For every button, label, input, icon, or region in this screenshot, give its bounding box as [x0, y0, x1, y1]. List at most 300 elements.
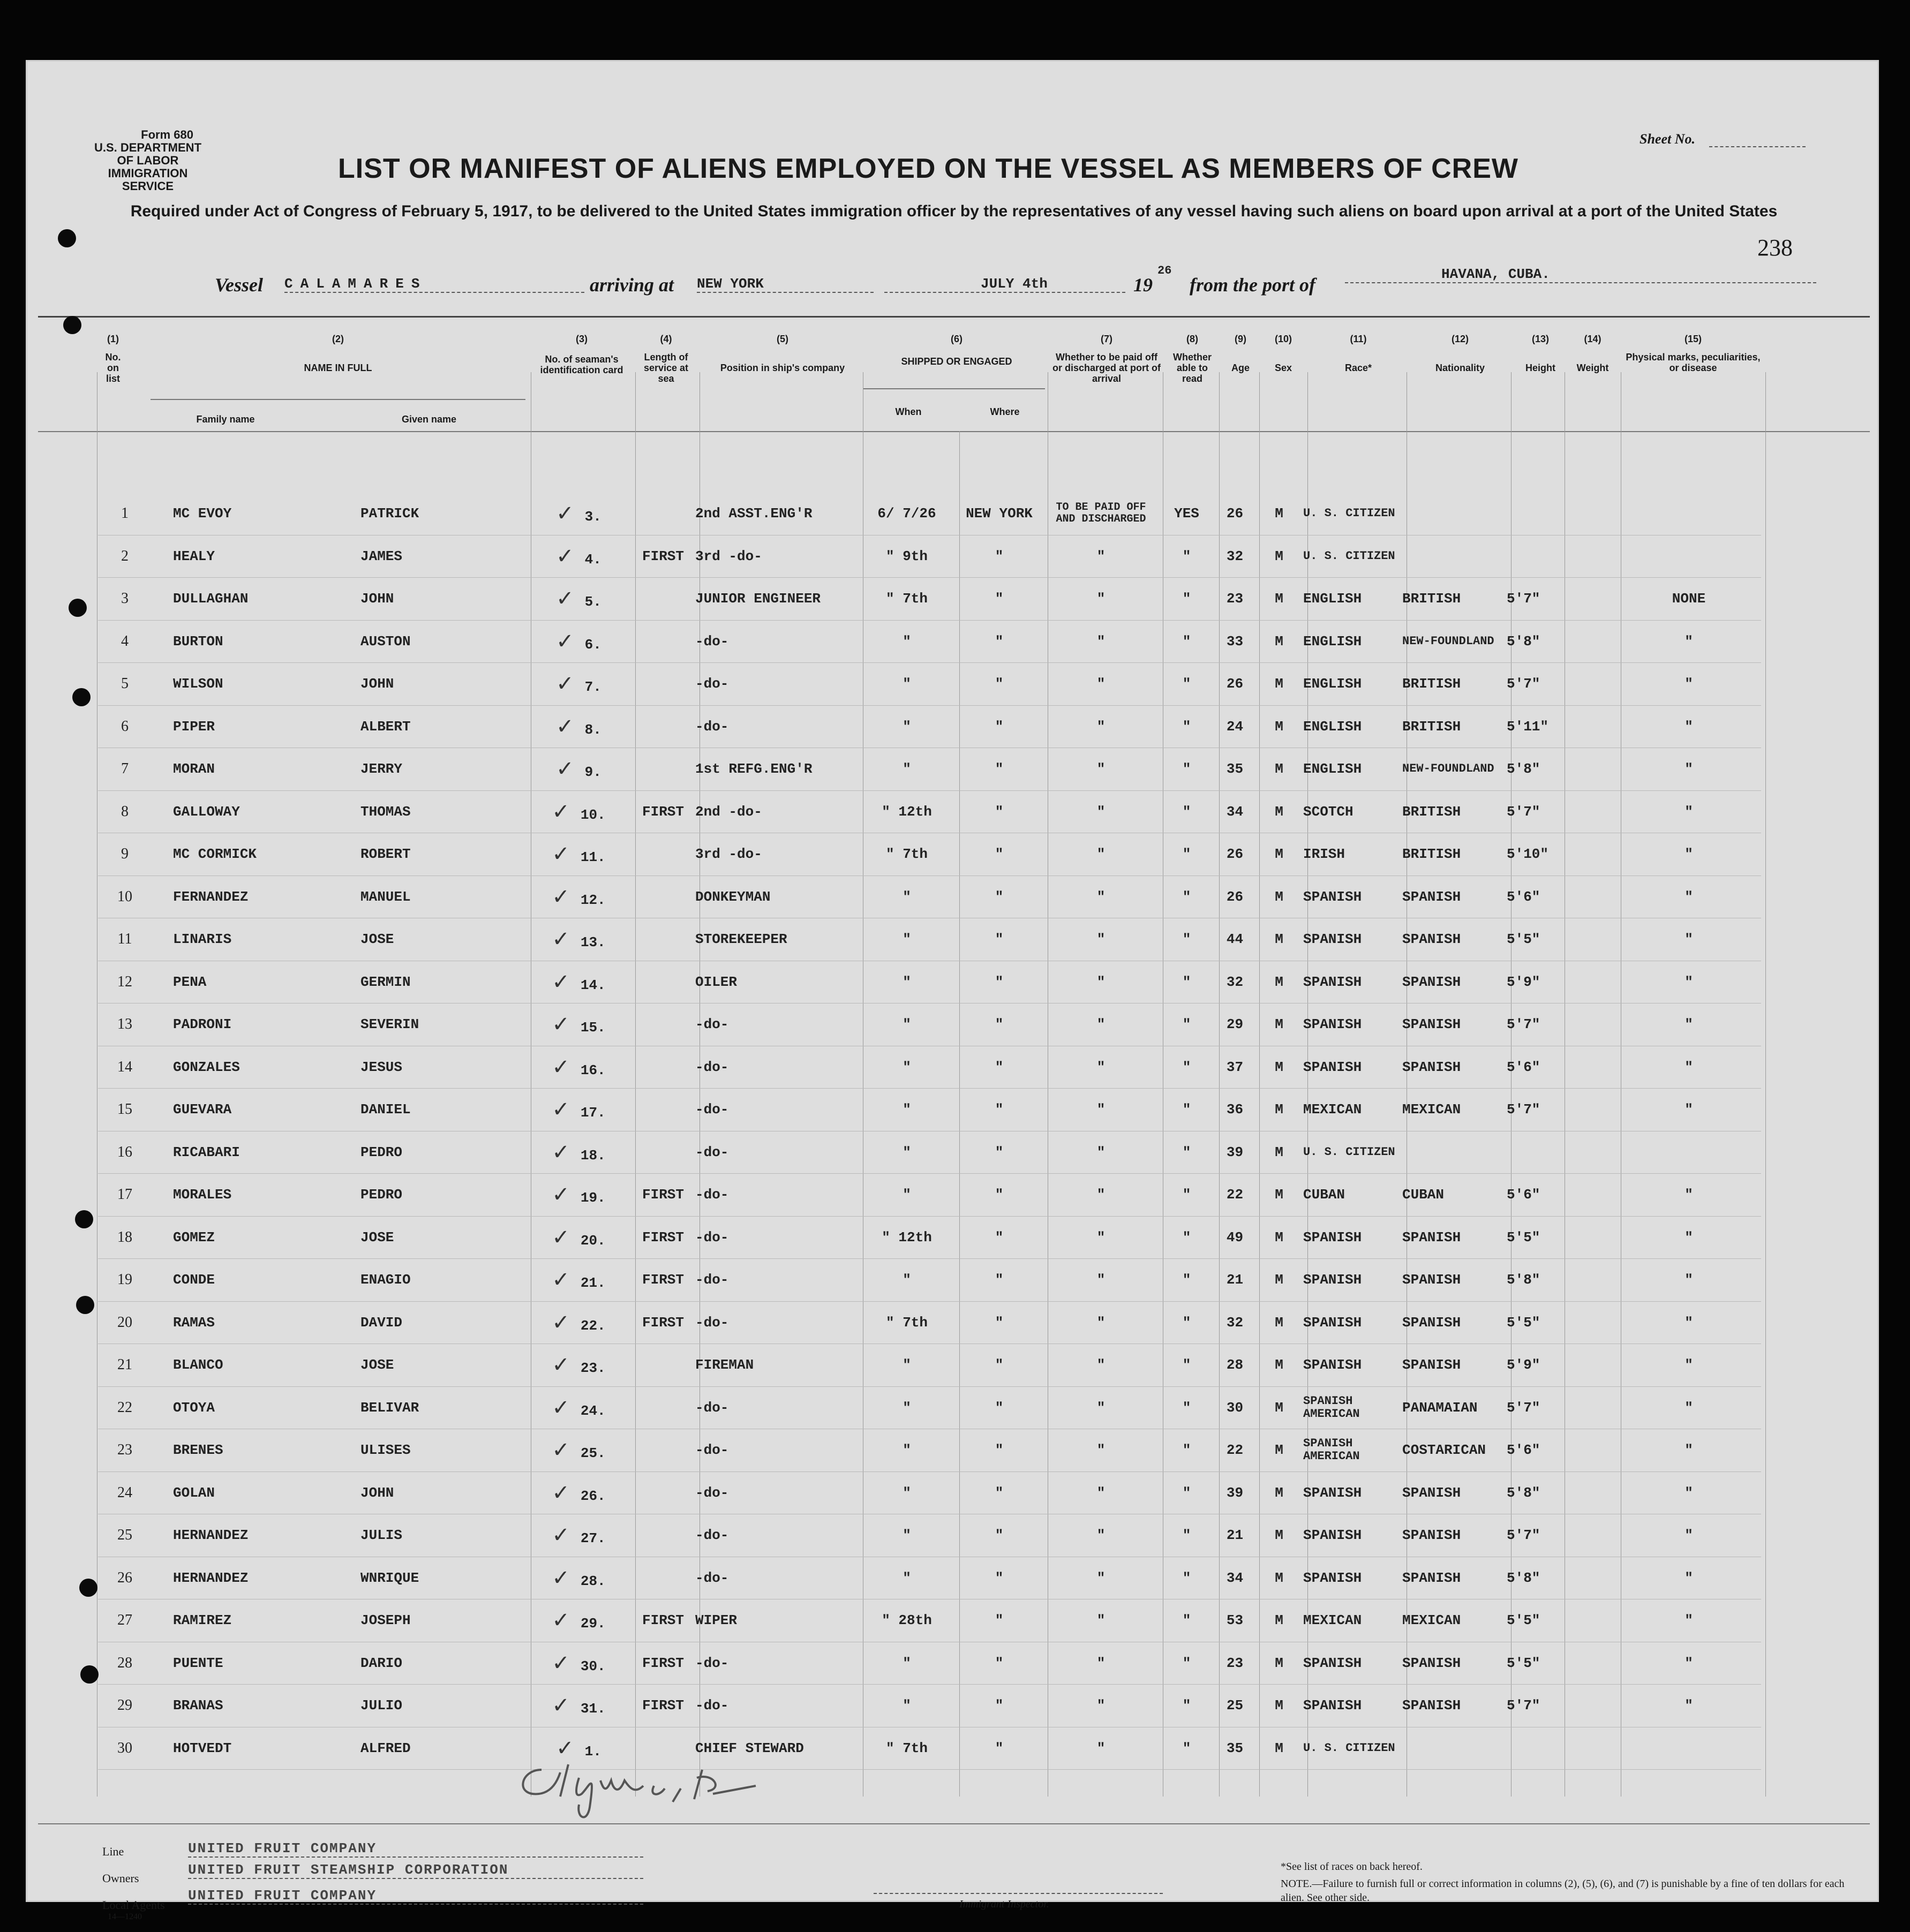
- physical-marks: ": [1616, 705, 1761, 748]
- check-mark-icon: ✓: [552, 799, 570, 824]
- col-10-header: [1262, 334, 1305, 373]
- nationality: SPANISH: [1402, 1003, 1507, 1046]
- id-card-number: 8.: [584, 721, 601, 738]
- physical-marks: NONE: [1616, 578, 1761, 621]
- sex: M: [1255, 1259, 1303, 1302]
- crew-row: [98, 1599, 1761, 1642]
- paid-off: ": [1043, 833, 1159, 876]
- shipped-where: ": [955, 1301, 1043, 1344]
- shipped-where: ": [955, 1471, 1043, 1514]
- id-card-number: 24.: [580, 1402, 606, 1419]
- position: WIPER: [695, 1599, 859, 1642]
- col-3-label: No. of seaman's identification card: [540, 354, 623, 375]
- length-of-service: [631, 918, 695, 961]
- race: SPANISH: [1303, 1046, 1402, 1089]
- paid-off: ": [1043, 1344, 1159, 1387]
- sex: M: [1255, 578, 1303, 621]
- nationality: BRITISH: [1402, 833, 1507, 876]
- local-agents-label: Local Agents: [102, 1898, 165, 1912]
- list-number: 25: [98, 1514, 152, 1557]
- paid-off: ": [1043, 705, 1159, 748]
- weight: [1560, 1386, 1616, 1429]
- race: ENGLISH: [1303, 578, 1402, 621]
- shipped-where: ": [955, 1386, 1043, 1429]
- punch-hole: [69, 599, 87, 617]
- id-card-number: 22.: [580, 1317, 606, 1334]
- check-mark-icon: ✓: [552, 1012, 570, 1037]
- crew-row: [98, 1131, 1761, 1174]
- id-card: [527, 1046, 631, 1089]
- able-to-read: ": [1159, 1046, 1215, 1089]
- weight: [1560, 748, 1616, 791]
- crew-row: [98, 1174, 1761, 1217]
- department: U.S. DEPARTMENT OF LABOR: [94, 141, 202, 167]
- length-of-service: [631, 1003, 695, 1046]
- sex: M: [1255, 493, 1303, 535]
- sex: M: [1255, 1727, 1303, 1770]
- paid-off: ": [1043, 876, 1159, 918]
- nationality: MEXICAN: [1402, 1599, 1507, 1642]
- shipped-when: " 7th: [859, 833, 955, 876]
- height: 5'7": [1507, 663, 1560, 706]
- position: 2nd ASST.ENG'R: [695, 493, 859, 535]
- shipped-where: ": [955, 1599, 1043, 1642]
- family-name-header: Family name: [196, 414, 255, 425]
- position: -do-: [695, 620, 859, 663]
- sex: M: [1255, 833, 1303, 876]
- given-name: JOSEPH: [339, 1599, 527, 1642]
- length-of-service: [631, 1046, 695, 1089]
- given-name: SEVERIN: [339, 1003, 527, 1046]
- nationality: SPANISH: [1402, 1259, 1507, 1302]
- nationality: MEXICAN: [1402, 1089, 1507, 1131]
- physical-marks: [1616, 535, 1761, 578]
- id-card: [527, 790, 631, 833]
- race: SCOTCH: [1303, 790, 1402, 833]
- nationality: [1402, 1727, 1507, 1770]
- check-mark-icon: ✓: [552, 1480, 570, 1505]
- check-mark-icon: ✓: [552, 1693, 570, 1718]
- col-15-header: [1623, 334, 1763, 373]
- family-name: RICABARI: [152, 1131, 339, 1174]
- family-name: OTOYA: [152, 1386, 339, 1429]
- shipped-when: ": [859, 620, 955, 663]
- paid-off: ": [1043, 1259, 1159, 1302]
- age: 25: [1215, 1685, 1255, 1727]
- paid-off: ": [1043, 1089, 1159, 1131]
- list-number: 21: [98, 1344, 152, 1387]
- shipped-where: ": [955, 535, 1043, 578]
- sex: M: [1255, 1003, 1303, 1046]
- height: 5'7": [1507, 1003, 1560, 1046]
- shipped-where: ": [955, 1429, 1043, 1472]
- id-card: [527, 578, 631, 621]
- id-card: [527, 748, 631, 791]
- id-card-number: 15.: [580, 1020, 606, 1036]
- punch-hole: [75, 1210, 93, 1228]
- able-to-read: YES: [1159, 493, 1215, 535]
- able-to-read: ": [1159, 1003, 1215, 1046]
- id-card: [527, 1344, 631, 1387]
- nationality: SPANISH: [1402, 1557, 1507, 1599]
- punch-hole: [72, 688, 91, 706]
- physical-marks: ": [1616, 663, 1761, 706]
- sex: M: [1255, 918, 1303, 961]
- id-card-number: 6.: [584, 636, 601, 653]
- race: U. S. CITIZEN: [1303, 535, 1402, 578]
- id-card-number: 4.: [584, 551, 601, 568]
- check-mark-icon: ✓: [556, 714, 574, 739]
- list-number: 2: [98, 535, 152, 578]
- position: -do-: [695, 1089, 859, 1131]
- given-name: JESUS: [339, 1046, 527, 1089]
- nationality: CUBAN: [1402, 1174, 1507, 1217]
- given-name: THOMAS: [339, 790, 527, 833]
- height: 5'6": [1507, 876, 1560, 918]
- physical-marks: ": [1616, 1344, 1761, 1387]
- id-card-number: 13.: [580, 934, 606, 951]
- length-of-service: [631, 1131, 695, 1174]
- shipped-where: ": [955, 1131, 1043, 1174]
- nationality: SPANISH: [1402, 1301, 1507, 1344]
- race: SPANISH: [1303, 1685, 1402, 1727]
- shipped-when: ": [859, 1429, 955, 1472]
- length-of-service: [631, 663, 695, 706]
- length-of-service: [631, 705, 695, 748]
- shipped-when: ": [859, 1259, 955, 1302]
- race: SPANISH: [1303, 1301, 1402, 1344]
- shipped-where: ": [955, 1216, 1043, 1259]
- crew-row: [98, 876, 1761, 918]
- height: 5'7": [1507, 1685, 1560, 1727]
- weight: [1560, 1429, 1616, 1472]
- physical-marks: ": [1616, 1259, 1761, 1302]
- shipped-when: ": [859, 1174, 955, 1217]
- list-number: 12: [98, 961, 152, 1003]
- length-of-service: [631, 961, 695, 1003]
- height: 5'5": [1507, 918, 1560, 961]
- weight: [1560, 918, 1616, 961]
- check-mark-icon: ✓: [552, 1395, 570, 1420]
- family-name: LINARIS: [152, 918, 339, 961]
- sex: M: [1255, 961, 1303, 1003]
- height: 5'8": [1507, 1471, 1560, 1514]
- list-number: 6: [98, 705, 152, 748]
- physical-marks: ": [1616, 918, 1761, 961]
- col-11-label: Race*: [1344, 363, 1372, 373]
- check-mark-icon: ✓: [552, 1650, 570, 1676]
- page-title: LIST OR MANIFEST OF ALIENS EMPLOYED ON THE VESSEL AS MEMBERS OF CREW: [338, 153, 1518, 184]
- sex: M: [1255, 1685, 1303, 1727]
- height: 5'5": [1507, 1642, 1560, 1685]
- nationality: SPANISH: [1402, 1216, 1507, 1259]
- shipped-where: ": [955, 705, 1043, 748]
- footer-rule: [38, 1823, 1870, 1824]
- paid-off: ": [1043, 1727, 1159, 1770]
- inspector-line: [874, 1893, 1163, 1894]
- list-number: 11: [98, 918, 152, 961]
- crew-row: [98, 705, 1761, 748]
- able-to-read: ": [1159, 1429, 1215, 1472]
- list-number: 22: [98, 1386, 152, 1429]
- crew-row: [98, 1727, 1761, 1770]
- check-mark-icon: ✓: [556, 544, 574, 569]
- given-name: ALFRED: [339, 1727, 527, 1770]
- family-name: MC CORMICK: [152, 833, 339, 876]
- height: [1507, 535, 1560, 578]
- shipped-when: " 7th: [859, 1727, 955, 1770]
- weight: [1560, 1301, 1616, 1344]
- col-13-num: (13): [1531, 334, 1549, 344]
- length-of-service: FIRST: [631, 1259, 695, 1302]
- col-9-num: (9): [1235, 334, 1246, 344]
- weight: [1560, 493, 1616, 535]
- physical-marks: ": [1616, 1514, 1761, 1557]
- crew-row: [98, 620, 1761, 663]
- age: 53: [1215, 1599, 1255, 1642]
- able-to-read: ": [1159, 748, 1215, 791]
- family-name: CONDE: [152, 1259, 339, 1302]
- family-name: FERNANDEZ: [152, 876, 339, 918]
- list-number: 1: [98, 493, 152, 535]
- col-8-header: [1165, 334, 1219, 384]
- col-14-label: Weight: [1576, 363, 1609, 373]
- column-header-rule: [38, 431, 1870, 432]
- sex: M: [1255, 1216, 1303, 1259]
- id-card: [527, 1003, 631, 1046]
- id-card: [527, 620, 631, 663]
- crew-row: [98, 663, 1761, 706]
- check-mark-icon: ✓: [556, 501, 574, 526]
- position: JUNIOR ENGINEER: [695, 578, 859, 621]
- family-name: MORALES: [152, 1174, 339, 1217]
- owners-label: Owners: [102, 1871, 139, 1885]
- height: 5'7": [1507, 1386, 1560, 1429]
- given-name: JERRY: [339, 748, 527, 791]
- able-to-read: ": [1159, 1642, 1215, 1685]
- paid-off: ": [1043, 1642, 1159, 1685]
- id-card: [527, 1429, 631, 1472]
- id-card: [527, 833, 631, 876]
- shipped-where: ": [955, 790, 1043, 833]
- able-to-read: ": [1159, 1471, 1215, 1514]
- able-to-read: ": [1159, 620, 1215, 663]
- list-number: 18: [98, 1216, 152, 1259]
- penalty-note: NOTE.—Failure to furnish full or correct information in columns (2), (5), (6), and (7) is punishable by a fine of ten dollars for each alien. See other side.: [1281, 1878, 1845, 1904]
- paid-off: ": [1043, 578, 1159, 621]
- check-mark-icon: ✓: [556, 586, 574, 612]
- shipped-when: ": [859, 1344, 955, 1387]
- shipped-where: ": [955, 1046, 1043, 1089]
- paid-off: ": [1043, 1301, 1159, 1344]
- shipped-when: ": [859, 705, 955, 748]
- crew-row: [98, 961, 1761, 1003]
- weight: [1560, 663, 1616, 706]
- check-mark-icon: ✓: [556, 629, 574, 654]
- able-to-read: ": [1159, 705, 1215, 748]
- physical-marks: ": [1616, 1471, 1761, 1514]
- id-card-number: 5.: [584, 594, 601, 610]
- shipped-where: ": [955, 918, 1043, 961]
- age: 21: [1215, 1259, 1255, 1302]
- paid-off: ": [1043, 918, 1159, 961]
- sex: M: [1255, 1089, 1303, 1131]
- col-11-header: [1310, 334, 1407, 373]
- age: 26: [1215, 663, 1255, 706]
- age: 26: [1215, 833, 1255, 876]
- check-mark-icon: ✓: [552, 884, 570, 909]
- weight: [1560, 790, 1616, 833]
- position: STOREKEEPER: [695, 918, 859, 961]
- crew-table-body: [98, 493, 1761, 1770]
- col-14-header: [1567, 334, 1618, 373]
- shipped-when: ": [859, 748, 955, 791]
- id-card-number: 11.: [580, 849, 606, 866]
- shipped-where: ": [955, 1685, 1043, 1727]
- length-of-service: FIRST: [631, 1216, 695, 1259]
- col-1-header: [97, 334, 129, 384]
- crew-row: [98, 1301, 1761, 1344]
- form-header: [86, 129, 209, 193]
- family-name: PIPER: [152, 705, 339, 748]
- length-of-service: FIRST: [631, 790, 695, 833]
- length-of-service: [631, 1557, 695, 1599]
- paid-off: ": [1043, 961, 1159, 1003]
- id-card-number: 20.: [580, 1232, 606, 1249]
- family-name: PADRONI: [152, 1003, 339, 1046]
- able-to-read: ": [1159, 1301, 1215, 1344]
- age: 22: [1215, 1174, 1255, 1217]
- weight: [1560, 1727, 1616, 1770]
- given-name: JULIO: [339, 1685, 527, 1727]
- nationality: NEW-FOUNDLAND: [1402, 748, 1507, 791]
- physical-marks: ": [1616, 833, 1761, 876]
- age: 36: [1215, 1089, 1255, 1131]
- weight: [1560, 1344, 1616, 1387]
- col-13-label: Height: [1525, 363, 1555, 373]
- physical-marks: ": [1616, 1003, 1761, 1046]
- col-12-num: (12): [1451, 334, 1469, 344]
- col-3-header: [533, 334, 630, 375]
- crew-row: [98, 1642, 1761, 1685]
- height: 5'7": [1507, 578, 1560, 621]
- sex: M: [1255, 1131, 1303, 1174]
- id-card: [527, 493, 631, 535]
- age: 21: [1215, 1514, 1255, 1557]
- race: SPANISH: [1303, 1471, 1402, 1514]
- col-2-label: NAME IN FULL: [304, 363, 372, 373]
- col-5-num: (5): [777, 334, 788, 344]
- id-card: [527, 1471, 631, 1514]
- race: SPANISH: [1303, 1642, 1402, 1685]
- height: 5'11": [1507, 705, 1560, 748]
- position: -do-: [695, 1216, 859, 1259]
- given-name-header: Given name: [401, 414, 457, 425]
- check-mark-icon: ✓: [552, 1310, 570, 1335]
- nationality: BRITISH: [1402, 578, 1507, 621]
- col-6-label: SHIPPED OR ENGAGED: [901, 356, 1012, 367]
- page-number: 238: [1757, 235, 1793, 261]
- shipped-when: ": [859, 1514, 955, 1557]
- id-card-number: 27.: [580, 1530, 606, 1547]
- weight: [1560, 1514, 1616, 1557]
- paid-off: ": [1043, 1557, 1159, 1599]
- crew-row: [98, 1471, 1761, 1514]
- position: -do-: [695, 1514, 859, 1557]
- physical-marks: ": [1616, 876, 1761, 918]
- form-number: Form 680: [141, 128, 193, 141]
- nationality: COSTARICAN: [1402, 1429, 1507, 1472]
- crew-row: [98, 1557, 1761, 1599]
- age: 26: [1215, 493, 1255, 535]
- id-card: [527, 1599, 631, 1642]
- arrival-date: JULY 4th: [884, 276, 1125, 293]
- age: 44: [1215, 918, 1255, 961]
- list-number: 30: [98, 1727, 152, 1770]
- given-name: MANUEL: [339, 876, 527, 918]
- nationality: SPANISH: [1402, 1642, 1507, 1685]
- physical-marks: ": [1616, 1429, 1761, 1472]
- id-card-number: 19.: [580, 1190, 606, 1206]
- sex: M: [1255, 1301, 1303, 1344]
- id-card: [527, 918, 631, 961]
- crew-row: [98, 1216, 1761, 1259]
- shipped-when: ": [859, 1642, 955, 1685]
- given-name: DAVID: [339, 1301, 527, 1344]
- length-of-service: [631, 1344, 695, 1387]
- weight: [1560, 535, 1616, 578]
- id-card-number: 12.: [580, 892, 606, 908]
- weight: [1560, 1599, 1616, 1642]
- able-to-read: ": [1159, 1685, 1215, 1727]
- position: 2nd -do-: [695, 790, 859, 833]
- id-card: [527, 1259, 631, 1302]
- physical-marks: ": [1616, 748, 1761, 791]
- age: 32: [1215, 961, 1255, 1003]
- col-7-header: [1050, 334, 1163, 384]
- physical-marks: ": [1616, 1642, 1761, 1685]
- col-1-num: (1): [107, 334, 119, 344]
- departure-port: HAVANA, CUBA.: [1345, 266, 1816, 283]
- punch-hole: [63, 316, 81, 334]
- id-card-number: 30.: [580, 1658, 606, 1674]
- race: IRISH: [1303, 833, 1402, 876]
- age: 24: [1215, 705, 1255, 748]
- position: FIREMAN: [695, 1344, 859, 1387]
- crew-row: [98, 1386, 1761, 1429]
- length-of-service: FIRST: [631, 1599, 695, 1642]
- page-subtitle: Required under Act of Congress of February 5, 1917, to be delivered to the United States immigration officer by the representatives of any vessel having such aliens on board upon arrival at a port of the United States: [130, 202, 1778, 220]
- race: SPANISH AMERICAN: [1303, 1386, 1402, 1429]
- id-card: [527, 1557, 631, 1599]
- able-to-read: ": [1159, 1727, 1215, 1770]
- nationality: SPANISH: [1402, 918, 1507, 961]
- crew-row: [98, 1514, 1761, 1557]
- nationality: SPANISH: [1402, 1514, 1507, 1557]
- weight: [1560, 578, 1616, 621]
- col-6-header: [868, 334, 1045, 417]
- able-to-read: ": [1159, 1259, 1215, 1302]
- family-name: GONZALES: [152, 1046, 339, 1089]
- nationality: BRITISH: [1402, 663, 1507, 706]
- id-card: [527, 1301, 631, 1344]
- given-name: JAMES: [339, 535, 527, 578]
- race: SPANISH: [1303, 1259, 1402, 1302]
- height: 5'6": [1507, 1174, 1560, 1217]
- from-port-label: from the port of: [1190, 274, 1316, 296]
- paid-off: ": [1043, 748, 1159, 791]
- age: 22: [1215, 1429, 1255, 1472]
